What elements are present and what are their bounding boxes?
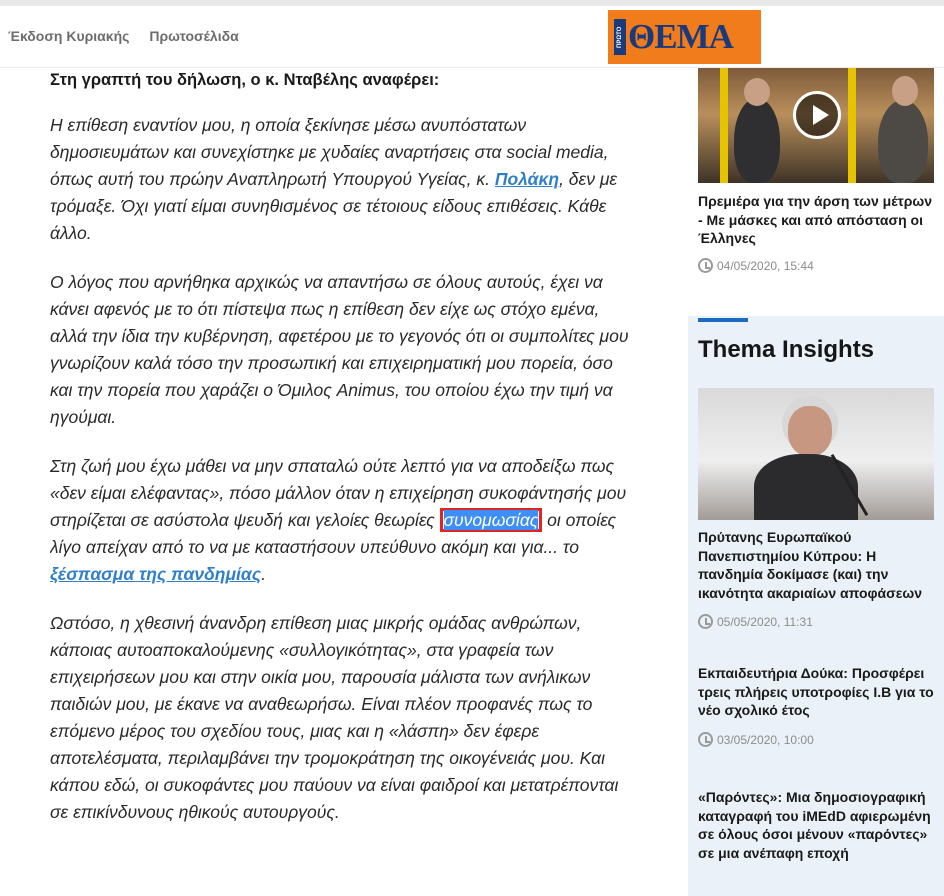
insight-title-1[interactable]: Πρύτανης Ευρωπαϊκού Πανεπιστημίου Κύπρου: Η πανδημία δοκίμασε (και) την ικανότητα ακαριαίων αποφάσεων bbox=[698, 529, 922, 601]
passenger-figure bbox=[878, 100, 928, 183]
date-text: 04/05/2020, 15:44 bbox=[717, 258, 814, 273]
insight-image[interactable] bbox=[698, 388, 934, 520]
insight-title-2[interactable]: Εκπαιδευτήρια Δούκα: Προσφέρει τρεις πλήρεις υποτροφίες Ι.Β για το νέο σχολικό έτος bbox=[698, 665, 934, 718]
passenger-figure bbox=[734, 98, 780, 183]
article-paragraph-2: Ο λόγος που αρνήθηκα αρχικώς να απαντήσω σε όλους αυτούς, έχει να κάνει αφενός με το ότι πίστεψα πως η επίθεση δεν είχε ως στόχο εμένα, αλλά την ίδια την κυβέρνηση, αφετέρου με το γεγονός ότι οι συμπολίτες μου γνωρίζουν καλά τόσο την προσωπική και επιχειρηματική μου πορεία, όσο και την πορεία που χαράζει ο Όμιλος Animus, του οποίου έχω την τιμή να ηγούμαι. bbox=[50, 272, 629, 427]
thema-insights-section bbox=[688, 316, 944, 896]
clock-icon bbox=[698, 258, 713, 273]
selected-word: συνομωσίας bbox=[443, 510, 539, 530]
paragraph-text: Στη ζωή μου έχω μάθει να μην σπαταλώ ούτε λεπτό για να αποδείξω πως «δεν είμαι ελέφαντας», πόσο μάλλον όταν η επιχείρηση συκοφάντησής μου στηρίζεται σε ασύστολα ψευδή και γελοίες θεωρίες bbox=[50, 456, 627, 530]
speaker-body bbox=[754, 454, 858, 520]
insight-date-2 bbox=[698, 732, 814, 747]
article-body bbox=[50, 68, 640, 896]
logo-wordmark: ΘΕΜΑ bbox=[628, 17, 733, 56]
paragraph-text: , δεν με τρόμαξε. Όχι γιατί είμαι συνηθισμένος σε τέτοιους είδους επιθέσεις. Κάθε άλλο. bbox=[50, 169, 618, 243]
paragraph-text: . bbox=[261, 564, 266, 584]
bus-pole-graphic bbox=[720, 68, 728, 183]
play-icon[interactable] bbox=[793, 91, 841, 139]
insight-title-3[interactable]: «Παρόντες»: Μια δημοσιογραφική καταγραφή του iMEdD αφιερωμένη σε όλους όσοι μένουν «παρόντες» σε μια ανέπαφη εποχή bbox=[698, 789, 931, 861]
article-paragraph-3 bbox=[50, 453, 640, 588]
nav-front-pages[interactable]: Πρωτοσέλιδα bbox=[149, 28, 239, 44]
paragraph-text: οι οποίες λίγο απείχαν από το να με καταστήσουν υπεύθυνο ακόμη και για... το bbox=[50, 510, 616, 557]
selection-highlight-box[interactable] bbox=[440, 508, 543, 532]
speaker-face bbox=[788, 406, 832, 456]
top-card-date bbox=[698, 258, 814, 273]
section-heading: Thema Insights bbox=[698, 336, 875, 363]
article-paragraph-1 bbox=[50, 112, 640, 247]
link-polakis[interactable]: Πολάκη bbox=[494, 169, 560, 189]
top-card-title[interactable]: Πρεμιέρα για την άρση των μέτρων - Με μάσκες και από απόσταση οι Έλληνες bbox=[698, 193, 933, 246]
site-logo[interactable] bbox=[608, 10, 761, 64]
insight-date-1 bbox=[698, 614, 813, 629]
passenger-face bbox=[744, 78, 770, 106]
passenger-face bbox=[892, 76, 918, 106]
logo-side-tag: ΠΡΩΤΟ bbox=[614, 19, 626, 55]
sidebar bbox=[688, 68, 944, 896]
date-text: 05/05/2020, 11:31 bbox=[717, 614, 813, 629]
article-lead: Στη γραπτή του δήλωση, ο κ. Νταβέλης αναφέρει: bbox=[50, 71, 440, 89]
video-thumbnail[interactable] bbox=[698, 68, 934, 183]
clock-icon bbox=[698, 614, 713, 629]
date-text: 03/05/2020, 10:00 bbox=[717, 732, 814, 747]
bus-pole-graphic bbox=[848, 68, 856, 183]
section-accent-bar bbox=[698, 318, 748, 322]
article-paragraph-4: Ωστόσο, η χθεσινή άνανδρη επίθεση μιας μικρής ομάδας ανθρώπων, κάποιας αυτοαποκαλούμενης «συλλογικότητας», στα γραφεία των επιχειρήσεων μου και στην οικία μου, παρουσία μάλιστα των ανήλικων παιδιών μου, με έκανε να αναθεωρήσω. Είναι πλέον προφανές πως το επόμενο μέρος του σχεδίου τους, μιας και η «λάσπη» δεν έφερε αποτελέσματα, περιλαμβάνει την τρομοκράτηση της οικογένειάς μου. Και κάπου εδώ, οι συκοφάντες μου παύουν να είναι φαιδροί και μετατρέπονται σε επικίνδυνους ηθικούς αυτουργούς. bbox=[50, 613, 619, 822]
link-pandemic-outbreak[interactable]: ξέσπασμα της πανδημίας bbox=[50, 564, 262, 584]
nav-sunday-edition[interactable]: Έκδοση Κυριακής bbox=[8, 28, 130, 44]
top-nav bbox=[8, 28, 239, 44]
clock-icon bbox=[698, 732, 713, 747]
paragraph-text: Η επίθεση εναντίον μου, η οποία ξεκίνησε μέσω ανυπόστατων δημοσιευμάτων και συνεχίστηκε με χυδαίες αναρτήσεις στα social media, όπως αυτή του πρώην Αναπληρωτή Υπουργού Υγείας, κ. bbox=[50, 115, 609, 189]
site-header bbox=[0, 0, 944, 68]
